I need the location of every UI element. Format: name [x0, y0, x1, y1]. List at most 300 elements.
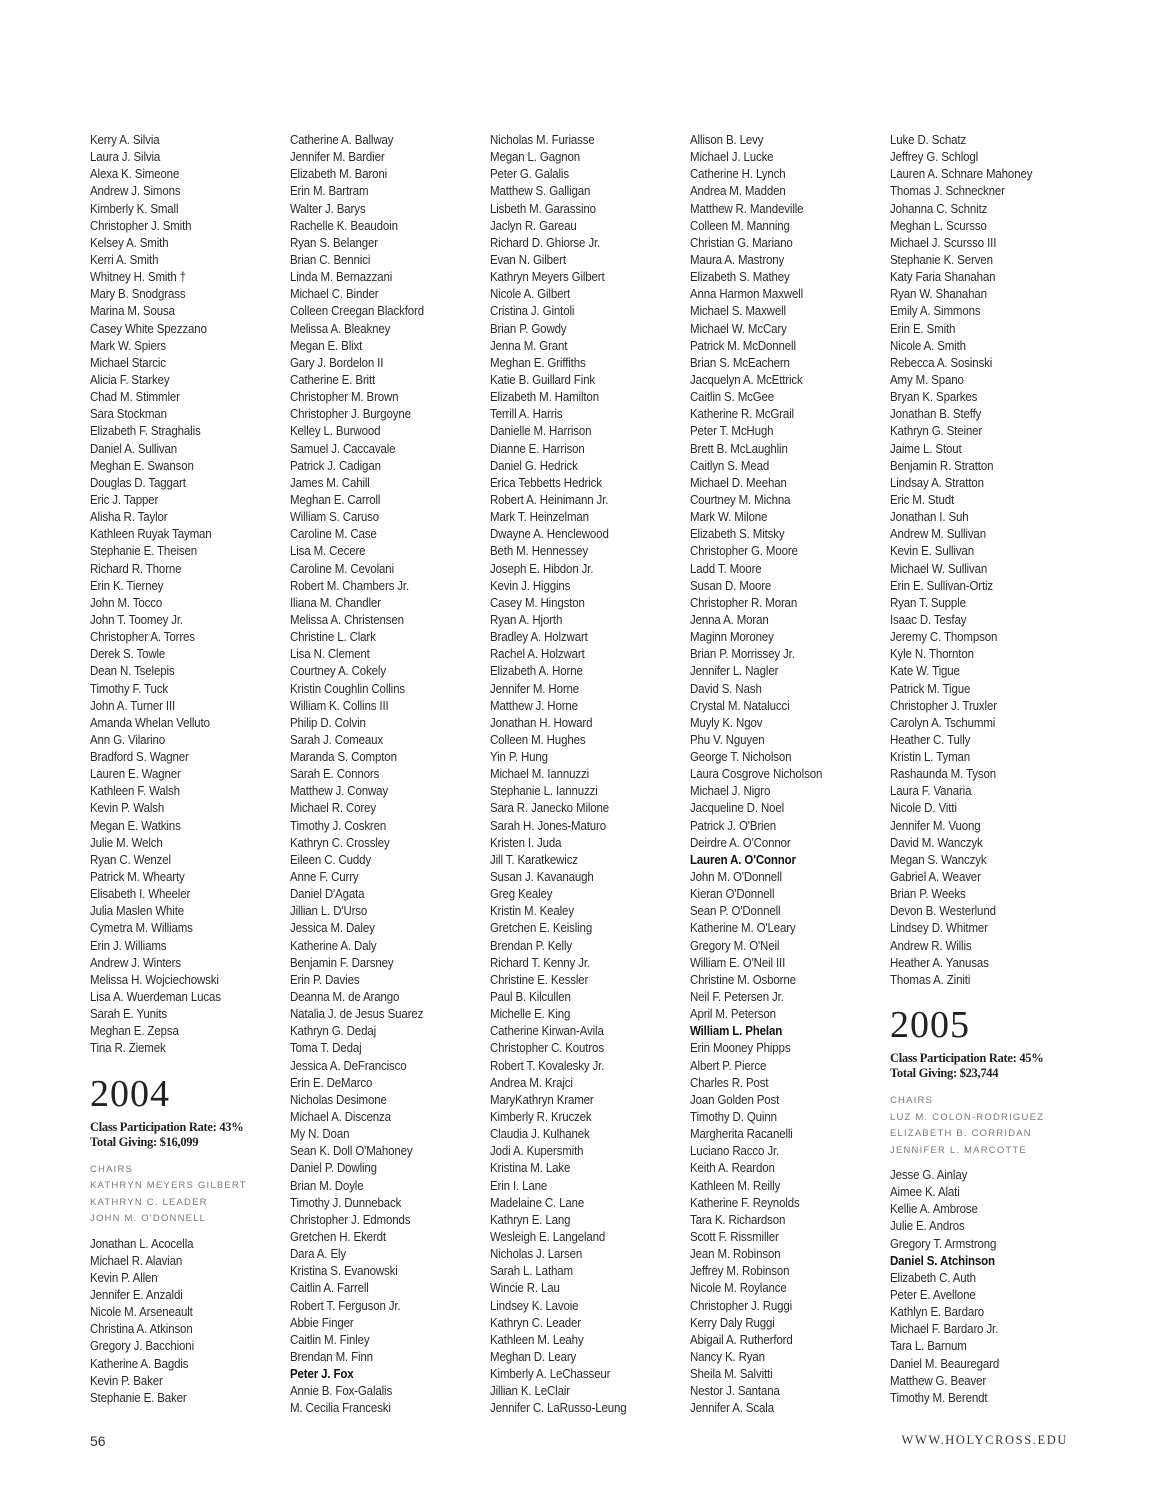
donor-name: Megan E. Watkins: [90, 818, 181, 833]
donor-name: Anna Harmon Maxwell: [690, 287, 804, 302]
donor-name: Caitlin M. Finley: [290, 1332, 370, 1347]
footer-url: WWW.HOLYCROSS.EDU: [901, 1433, 1068, 1447]
donor-name: Danielle M. Harrison: [490, 424, 592, 439]
donor-name: Dianne E. Harrison: [490, 441, 585, 456]
donor-name: Kelsey A. Smith: [90, 235, 169, 250]
donor-name: Margherita Racanelli: [690, 1127, 793, 1142]
donor-name: Kimberly A. LeChasseur: [490, 1367, 611, 1382]
donor-name: Lisa N. Clement: [290, 647, 370, 662]
page-number: 56: [90, 1433, 106, 1449]
donor-name: Wesleigh E. Langeland: [490, 1230, 606, 1244]
class-year-heading: 2004: [90, 1072, 170, 1115]
donor-name: Jillian L. D'Urso: [290, 904, 368, 919]
donor-name: Ryan A. Hjorth: [490, 612, 563, 627]
donor-name: Jennifer M. Horne: [490, 681, 580, 696]
donor-name: Peter J. Fox: [290, 1367, 354, 1382]
donor-name: Lauren E. Wagner: [90, 767, 181, 782]
donor-name: Christopher G. Moore: [690, 544, 798, 559]
donor-name: Michael J. Lucke: [690, 150, 774, 165]
donor-name: Ryan C. Wenzel: [90, 852, 171, 867]
donor-name: Patrick M. Tigue: [890, 681, 971, 696]
donor-name: Michelle E. King: [490, 1007, 571, 1022]
donor-name: Cymetra M. Williams: [90, 921, 193, 936]
donor-name: Jill T. Karatkewicz: [490, 852, 578, 867]
chairs-label: CHAIRS: [90, 1163, 134, 1175]
donor-name: Megan S. Wanczyk: [890, 852, 987, 867]
donor-name: Matthew S. Galligan: [490, 184, 591, 199]
donor-name: Timothy D. Quinn: [690, 1110, 777, 1125]
donor-name: Robert T. Ferguson Jr.: [290, 1298, 401, 1313]
spacer: [890, 1159, 1080, 1167]
donor-name: Meghan E. Carroll: [290, 492, 381, 507]
donor-name: Michael C. Binder: [290, 287, 379, 302]
donor-name: Robert M. Chambers Jr.: [290, 578, 410, 593]
donor-name: Elizabeth C. Auth: [890, 1270, 976, 1285]
donor-name: Erin I. Lane: [490, 1178, 548, 1193]
donor-name: Anne F. Curry: [290, 870, 359, 885]
donor-name: Nicole M. Arseneault: [90, 1305, 193, 1320]
donor-name: Lauren A. Schnare Mahoney: [890, 167, 1033, 182]
chairs-label: CHAIRS: [890, 1095, 934, 1107]
donor-name: Jenna A. Moran: [690, 612, 769, 627]
donor-name: Catherine H. Lynch: [690, 167, 786, 182]
donor-name: Marina M. Sousa: [90, 304, 175, 319]
donor-name: Kate W. Tigue: [890, 664, 960, 679]
donor-name: Stephanie K. Serven: [890, 252, 993, 267]
donor-name: Maura A. Mastrony: [690, 252, 785, 267]
donor-name: Katherine R. McGrail: [690, 407, 794, 422]
donor-name: Kelley L. Burwood: [290, 424, 381, 439]
donor-name: Neil F. Petersen Jr.: [690, 990, 784, 1005]
donor-name: Thomas J. Schneckner: [890, 184, 1005, 199]
donor-name: Derek S. Towle: [90, 647, 166, 662]
donor-name: Meghan E. Zepsa: [90, 1024, 179, 1039]
donor-name: Beth M. Hennessey: [490, 544, 589, 559]
donor-name: Patrick M. Whearty: [90, 870, 185, 885]
donor-name: Muyly K. Ngov: [690, 715, 763, 730]
donor-name: Stephanie E. Baker: [90, 1390, 187, 1405]
donor-name: Kathleen M. Reilly: [690, 1178, 781, 1193]
donor-name: Peter T. McHugh: [690, 424, 774, 439]
donor-name: Benjamin R. Stratton: [890, 458, 994, 473]
donor-name: Kyle N. Thornton: [890, 647, 974, 662]
donor-name: Eric J. Tapper: [90, 492, 159, 507]
donor-name: Stephanie L. Iannuzzi: [490, 784, 598, 799]
donor-name: Joseph E. Hibdon Jr.: [490, 561, 594, 576]
donor-name: Alisha R. Taylor: [90, 510, 168, 525]
donor-name: Richard T. Kenny Jr.: [490, 955, 590, 970]
donor-name: Nicole A. Smith: [890, 338, 966, 353]
donor-name: David S. Nash: [690, 681, 762, 696]
donor-column-2: [290, 132, 480, 1418]
donor-name: Cristina J. Gintoli: [490, 304, 575, 319]
donor-name: Deanna M. de Arango: [290, 990, 400, 1005]
donor-name: Keith A. Reardon: [690, 1161, 775, 1176]
donor-name: Peter G. Galalis: [490, 167, 569, 182]
donor-name: Timothy F. Tuck: [90, 681, 169, 696]
donor-name: Jennifer L. Nagler: [690, 664, 779, 679]
donor-name: Richard R. Thorne: [90, 561, 182, 576]
donor-name: Rebecca A. Sosinski: [890, 355, 993, 370]
donor-name: Kellie A. Ambrose: [890, 1202, 978, 1217]
donor-name: Maginn Moroney: [690, 630, 774, 645]
donor-name: Christopher M. Brown: [290, 390, 399, 405]
donor-name: Tara K. Richardson: [690, 1212, 786, 1227]
donor-name: Bradley A. Holzwart: [490, 630, 588, 645]
donor-name: Albert P. Pierce: [690, 1058, 767, 1073]
donor-name: Erin P. Davies: [290, 972, 360, 987]
donor-name: Elizabeth A. Horne: [490, 664, 583, 679]
donor-name: Robert A. Heinimann Jr.: [490, 492, 609, 507]
donor-column-5: [890, 132, 1080, 1407]
donor-name: Patrick J. Cadigan: [290, 458, 381, 473]
donor-name: Rachelle K. Beaudoin: [290, 218, 398, 233]
donor-name: William E. O'Neil III: [690, 955, 786, 970]
donor-name: Meghan L. Scursso: [890, 218, 987, 233]
donor-name: Sean P. O'Donnell: [690, 904, 781, 919]
donor-name: Lindsey D. Whitmer: [890, 921, 988, 936]
donor-name: Ladd T. Moore: [690, 561, 762, 576]
donor-name: Mary B. Snodgrass: [90, 287, 186, 302]
donor-name: Maranda S. Compton: [290, 750, 397, 765]
donor-name: Megan E. Blixt: [290, 338, 363, 353]
donor-name: Erin E. Smith: [890, 321, 956, 336]
donor-name: Jonathan B. Steffy: [890, 407, 982, 422]
donor-name: Andrew M. Sullivan: [890, 527, 986, 542]
donor-name: April M. Peterson: [690, 1007, 776, 1022]
donor-name: Kathryn C. Leader: [490, 1315, 581, 1330]
donor-name: Jennifer M. Bardier: [290, 150, 385, 165]
donor-name: Kathryn E. Lang: [490, 1212, 571, 1227]
donor-name: Jenna M. Grant: [490, 338, 568, 353]
donor-name: Kathryn Meyers Gilbert: [490, 270, 605, 285]
donor-name: Jodi A. Kupersmith: [490, 1144, 584, 1159]
donor-name: Lindsey K. Lavoie: [490, 1298, 579, 1313]
donor-name: Mark W. Spiers: [90, 338, 167, 353]
donor-name: Sarah E. Yunits: [90, 1007, 168, 1022]
donor-name: Kevin P. Baker: [90, 1373, 163, 1388]
donor-name: Timothy J. Coskren: [290, 818, 387, 833]
donor-name: Casey M. Hingston: [490, 595, 585, 610]
donor-name: Matthew J. Horne: [490, 698, 578, 713]
donor-name: Jennifer E. Anzaldi: [90, 1288, 183, 1303]
donor-name: Madelaine C. Lane: [490, 1195, 585, 1210]
donor-name: Brendan M. Finn: [290, 1349, 373, 1364]
donor-name: Heather A. Yanusas: [890, 955, 989, 970]
donor-name: Jesse G. Ainlay: [890, 1168, 968, 1183]
donor-name: Erin K. Tierney: [90, 578, 164, 593]
donor-name: Nicole D. Vitti: [890, 801, 957, 816]
donor-name: Dean N. Tselepis: [90, 664, 175, 679]
donor-name: Christine M. Osborne: [690, 972, 796, 987]
donor-name: Kevin J. Higgins: [490, 578, 571, 593]
donor-name: Daniel S. Atchinson: [890, 1253, 995, 1268]
donor-name: Colleen Creegan Blackford: [290, 304, 424, 319]
donor-name: Jeffrey M. Robinson: [690, 1264, 790, 1279]
donor-name: Linda M. Bernazzani: [290, 270, 393, 285]
donor-name: Brian C. Bennici: [290, 252, 371, 267]
donor-name: Patrick M. McDonnell: [690, 338, 796, 353]
donor-name: Greg Kealey: [490, 887, 553, 902]
donor-name: Kathryn G. Dedaj: [290, 1024, 377, 1039]
donor-name: Kathleen Ruyak Tayman: [90, 527, 212, 542]
donor-name: Mark T. Heinzelman: [490, 510, 589, 525]
donor-name: John T. Toomey Jr.: [90, 612, 183, 627]
donor-name: My N. Doan: [290, 1127, 350, 1142]
donor-name: Julie M. Welch: [90, 835, 163, 850]
donor-name: Caroline M. Cevolani: [290, 561, 394, 576]
donor-name: Catherine E. Britt: [290, 372, 376, 387]
donor-name: Kevin P. Walsh: [90, 801, 165, 816]
donor-name: Laura J. Silvia: [90, 150, 161, 165]
donor-name: Gabriel A. Weaver: [890, 870, 981, 885]
donor-name: Erin E. Sullivan-Ortiz: [890, 578, 994, 593]
donor-name: Melissa A. Christensen: [290, 612, 404, 627]
donor-name: Kristin M. Kealey: [490, 904, 574, 919]
donor-name: Sara Stockman: [90, 407, 167, 422]
donor-name: Sean K. Doll O'Mahoney: [290, 1144, 413, 1159]
donor-name: Kathlyn E. Bardaro: [890, 1305, 985, 1320]
donor-name: Catherine A. Ballway: [290, 133, 394, 147]
donor-name: Gregory T. Armstrong: [890, 1236, 997, 1251]
donor-name: Andrea M. Madden: [690, 184, 786, 199]
donor-name: Abbie Finger: [290, 1315, 354, 1330]
donor-name: Iliana M. Chandler: [290, 595, 381, 610]
donor-name: Sarah L. Latham: [490, 1264, 573, 1279]
donor-name: Deirdre A. O'Connor: [690, 835, 791, 850]
donor-name: Samuel J. Caccavale: [290, 441, 396, 456]
donor-name: Melissa H. Wojciechowski: [90, 972, 219, 987]
donor-name: Lauren A. O'Connor: [690, 852, 796, 867]
class-year-heading: 2005: [890, 1004, 970, 1047]
donor-name: Catherine Kirwan-Avila: [490, 1024, 604, 1039]
donor-name: Michael M. Iannuzzi: [490, 767, 590, 782]
donor-name: Christopher J. Ruggi: [690, 1298, 793, 1313]
donor-name: Philip D. Colvin: [290, 715, 366, 730]
donor-name: Courtney M. Michna: [690, 492, 791, 507]
donor-name: Michael W. McCary: [690, 321, 787, 336]
donor-name: Christine L. Clark: [290, 630, 376, 645]
donor-name: John M. O'Donnell: [690, 870, 782, 885]
donor-name: Michael A. Discenza: [290, 1110, 391, 1125]
donor-name: Kathryn C. Crossley: [290, 835, 390, 850]
donor-name: Yin P. Hung: [490, 750, 548, 765]
donor-name: Joan Golden Post: [690, 1092, 780, 1107]
donor-name: Kerry A. Silvia: [90, 133, 160, 147]
chair-name: JOHN M. O'DONNELL: [90, 1213, 207, 1225]
donor-name: Devon B. Westerlund: [890, 904, 996, 919]
donor-name: Charles R. Post: [690, 1075, 769, 1090]
donor-name: Tina R. Ziemek: [90, 1041, 166, 1056]
donor-name: Nancy K. Ryan: [690, 1349, 765, 1364]
donor-name: Amy M. Spano: [890, 372, 964, 387]
donor-name: Luke D. Schatz: [890, 133, 967, 147]
donor-name: Elizabeth F. Straghalis: [90, 424, 201, 439]
donor-name: John M. Tocco: [90, 595, 163, 610]
donor-name: Allison B. Levy: [690, 133, 764, 147]
donor-name: Jonathan L. Acocella: [90, 1236, 194, 1251]
donor-name: Michael R. Alavian: [90, 1253, 183, 1268]
donor-name: Eileen C. Cuddy: [290, 852, 372, 867]
donor-name: Elizabeth M. Baroni: [290, 167, 388, 182]
donor-name: Richard D. Ghiorse Jr.: [490, 235, 601, 250]
donor-name: Jacqueline D. Noel: [690, 801, 785, 816]
donor-name: Tara L. Barnum: [890, 1339, 967, 1354]
donor-name: Christopher C. Koutros: [490, 1041, 604, 1056]
donor-name: Benjamin F. Darsney: [290, 955, 394, 970]
donor-name: Laura Cosgrove Nicholson: [690, 767, 823, 782]
chair-name: ELIZABETH B. CORRIDAN: [890, 1128, 1032, 1140]
donor-name: Phu V. Nguyen: [690, 732, 765, 747]
donor-name: Kristen I. Juda: [490, 835, 562, 850]
donor-name: Elisabeth I. Wheeler: [90, 887, 191, 902]
donor-name: Aimee K. Alati: [890, 1185, 960, 1200]
donor-name: Heather C. Tully: [890, 732, 971, 747]
donor-name: Lisbeth M. Garassino: [490, 201, 596, 216]
donor-name: Christopher J. Truxler: [890, 698, 997, 713]
donor-name: Andrew J. Winters: [90, 955, 181, 970]
donor-name: Katherine M. O'Leary: [690, 921, 796, 936]
donor-name: Elizabeth S. Mathey: [690, 270, 790, 285]
donor-name: Ryan W. Shanahan: [890, 287, 987, 302]
donor-name: Amanda Whelan Velluto: [90, 715, 210, 730]
donor-name: Christopher A. Torres: [90, 630, 195, 645]
donor-name: Jeffrey G. Schlogl: [890, 150, 979, 165]
donor-name: Whitney H. Smith †: [90, 270, 186, 285]
donor-name: William K. Collins III: [290, 698, 389, 713]
donor-column-3: [490, 132, 680, 1418]
donor-name: Michael J. Nigro: [690, 784, 771, 799]
donor-name: Meghan E. Swanson: [90, 458, 194, 473]
donor-name: Emily A. Simmons: [890, 304, 981, 319]
donor-name: Christian G. Mariano: [690, 235, 793, 250]
donor-name: Casey White Spezzano: [90, 321, 207, 336]
donor-name: Melissa A. Bleakney: [290, 321, 391, 336]
donor-name: Jacquelyn A. McEttrick: [690, 372, 803, 387]
donor-name: Michael F. Bardaro Jr.: [890, 1322, 999, 1337]
class-stat: Class Participation Rate: 45%: [890, 1051, 1044, 1066]
donor-name: Katherine F. Reynolds: [690, 1195, 800, 1210]
donor-name: Lindsay A. Stratton: [890, 475, 984, 490]
donor-name: Gretchen H. Ekerdt: [290, 1230, 386, 1244]
donor-name: Erin Mooney Phipps: [690, 1041, 791, 1056]
donor-name: Michael W. Sullivan: [890, 561, 988, 576]
donor-name: Gary J. Bordelon II: [290, 355, 384, 370]
donor-name: Kevin P. Allen: [90, 1270, 158, 1285]
donor-name: Kerry Daly Ruggi: [690, 1315, 775, 1330]
donor-name: Lisa A. Wuerdeman Lucas: [90, 990, 221, 1005]
donor-name: Courtney A. Cokely: [290, 664, 386, 679]
donor-name: Erin E. DeMarco: [290, 1075, 373, 1090]
donor-name: Meghan E. Griffiths: [490, 355, 586, 370]
donor-name: Katie B. Guillard Fink: [490, 372, 595, 387]
donor-name: Gregory J. Bacchioni: [90, 1339, 194, 1354]
donor-name: Christopher J. Edmonds: [290, 1212, 411, 1227]
donor-name: Julia Maslen White: [90, 904, 185, 919]
donor-name: Scott F. Rissmiller: [690, 1230, 779, 1244]
donor-name: Meghan D. Leary: [490, 1349, 577, 1364]
donor-name: Kathleen F. Walsh: [90, 784, 180, 799]
donor-name: Caroline M. Case: [290, 527, 377, 542]
donor-name: Andrew J. Simons: [90, 184, 181, 199]
donor-name: Nicole M. Roylance: [690, 1281, 787, 1296]
donor-name: Toma T. Dedaj: [290, 1041, 362, 1056]
donor-name: Isaac D. Tesfay: [890, 612, 967, 627]
donor-name: Caitlin A. Farrell: [290, 1281, 369, 1296]
donor-name: Julie E. Andros: [890, 1219, 965, 1234]
donor-name: Gretchen E. Keisling: [490, 921, 593, 936]
donor-name: Michael Starcic: [90, 355, 166, 370]
donor-name: Kristin Coughlin Collins: [290, 681, 405, 696]
donor-name: Wincie R. Lau: [490, 1281, 560, 1296]
donor-name: Christine E. Kessler: [490, 972, 589, 987]
donor-name: Ryan S. Belanger: [290, 235, 378, 250]
donor-name: Natalia J. de Jesus Suarez: [290, 1007, 424, 1022]
donor-name: Jessica M. Daley: [290, 921, 375, 936]
donor-name: Robert T. Kovalesky Jr.: [490, 1058, 605, 1073]
donor-name: Brian S. McEachern: [690, 355, 790, 370]
donor-name: Colleen M. Hughes: [490, 732, 586, 747]
donor-name: Dwayne A. Henclewood: [490, 527, 609, 542]
donor-name: Caitlyn S. Mead: [690, 458, 770, 473]
class-stat: Total Giving: $16,099: [90, 1134, 199, 1149]
donor-name: Elizabeth M. Hamilton: [490, 390, 599, 405]
donor-name: Claudia J. Kulhanek: [490, 1127, 590, 1142]
donor-name: Gregory M. O'Neil: [690, 938, 780, 953]
donor-name: Jennifer C. LaRusso-Leung: [490, 1401, 627, 1416]
donor-name: Jonathan I. Suh: [890, 510, 969, 525]
donor-name: David M. Wanczyk: [890, 835, 983, 850]
donor-name: Kathryn G. Steiner: [890, 424, 983, 439]
donor-name: Elizabeth S. Mitsky: [690, 527, 785, 542]
donor-name: Kimberly K. Small: [90, 201, 179, 216]
donor-name: Brian M. Doyle: [290, 1178, 364, 1193]
donor-name: Daniel D'Agata: [290, 887, 365, 902]
donor-name: Lisa M. Cecere: [290, 544, 366, 559]
donor-name: Michael S. Maxwell: [690, 304, 786, 319]
donor-name: Luciano Racco Jr.: [690, 1144, 780, 1159]
chair-name: KATHRYN MEYERS GILBERT: [90, 1180, 247, 1192]
donor-name: Jean M. Robinson: [690, 1247, 781, 1262]
donor-name: Chad M. Stimmler: [90, 390, 180, 405]
donor-name: Kerri A. Smith: [90, 252, 159, 267]
donor-name: Jennifer A. Scala: [690, 1401, 774, 1416]
donor-name: Christopher R. Moran: [690, 595, 798, 610]
donor-name: Alexa K. Simeone: [90, 167, 180, 182]
chair-name: LUZ M. COLON-RODRIGUEZ: [890, 1111, 1045, 1123]
donor-name: Megan L. Gagnon: [490, 150, 581, 165]
donor-name: Ryan T. Supple: [890, 595, 966, 610]
donor-name: Brendan P. Kelly: [490, 938, 572, 953]
donor-name: Brian P. Morrissey Jr.: [690, 647, 795, 662]
donor-name: Christopher J. Burgoyne: [290, 407, 411, 422]
class-stat: Class Participation Rate: 43%: [90, 1119, 244, 1134]
donor-name: Nicole A. Gilbert: [490, 287, 571, 302]
donor-name: MaryKathryn Kramer: [490, 1092, 594, 1107]
donor-name: Bryan K. Sparkes: [890, 390, 978, 405]
donor-name: Christina A. Atkinson: [90, 1322, 193, 1337]
donor-name: Andrew R. Willis: [890, 938, 972, 953]
donor-name: Caitlin S. McGee: [690, 390, 775, 405]
donor-name: Brett B. McLaughlin: [690, 441, 788, 456]
donor-name: Nicholas M. Furiasse: [490, 133, 595, 147]
donor-name: Carolyn A. Tschummi: [890, 715, 996, 730]
donor-name: Terrill A. Harris: [490, 407, 563, 422]
donor-name: Sarah H. Jones-Maturo: [490, 818, 606, 833]
donor-name: Daniel G. Hedrick: [490, 458, 578, 473]
donor-name: Peter E. Avellone: [890, 1288, 976, 1303]
donor-name: Kimberly R. Kruczek: [490, 1110, 592, 1125]
